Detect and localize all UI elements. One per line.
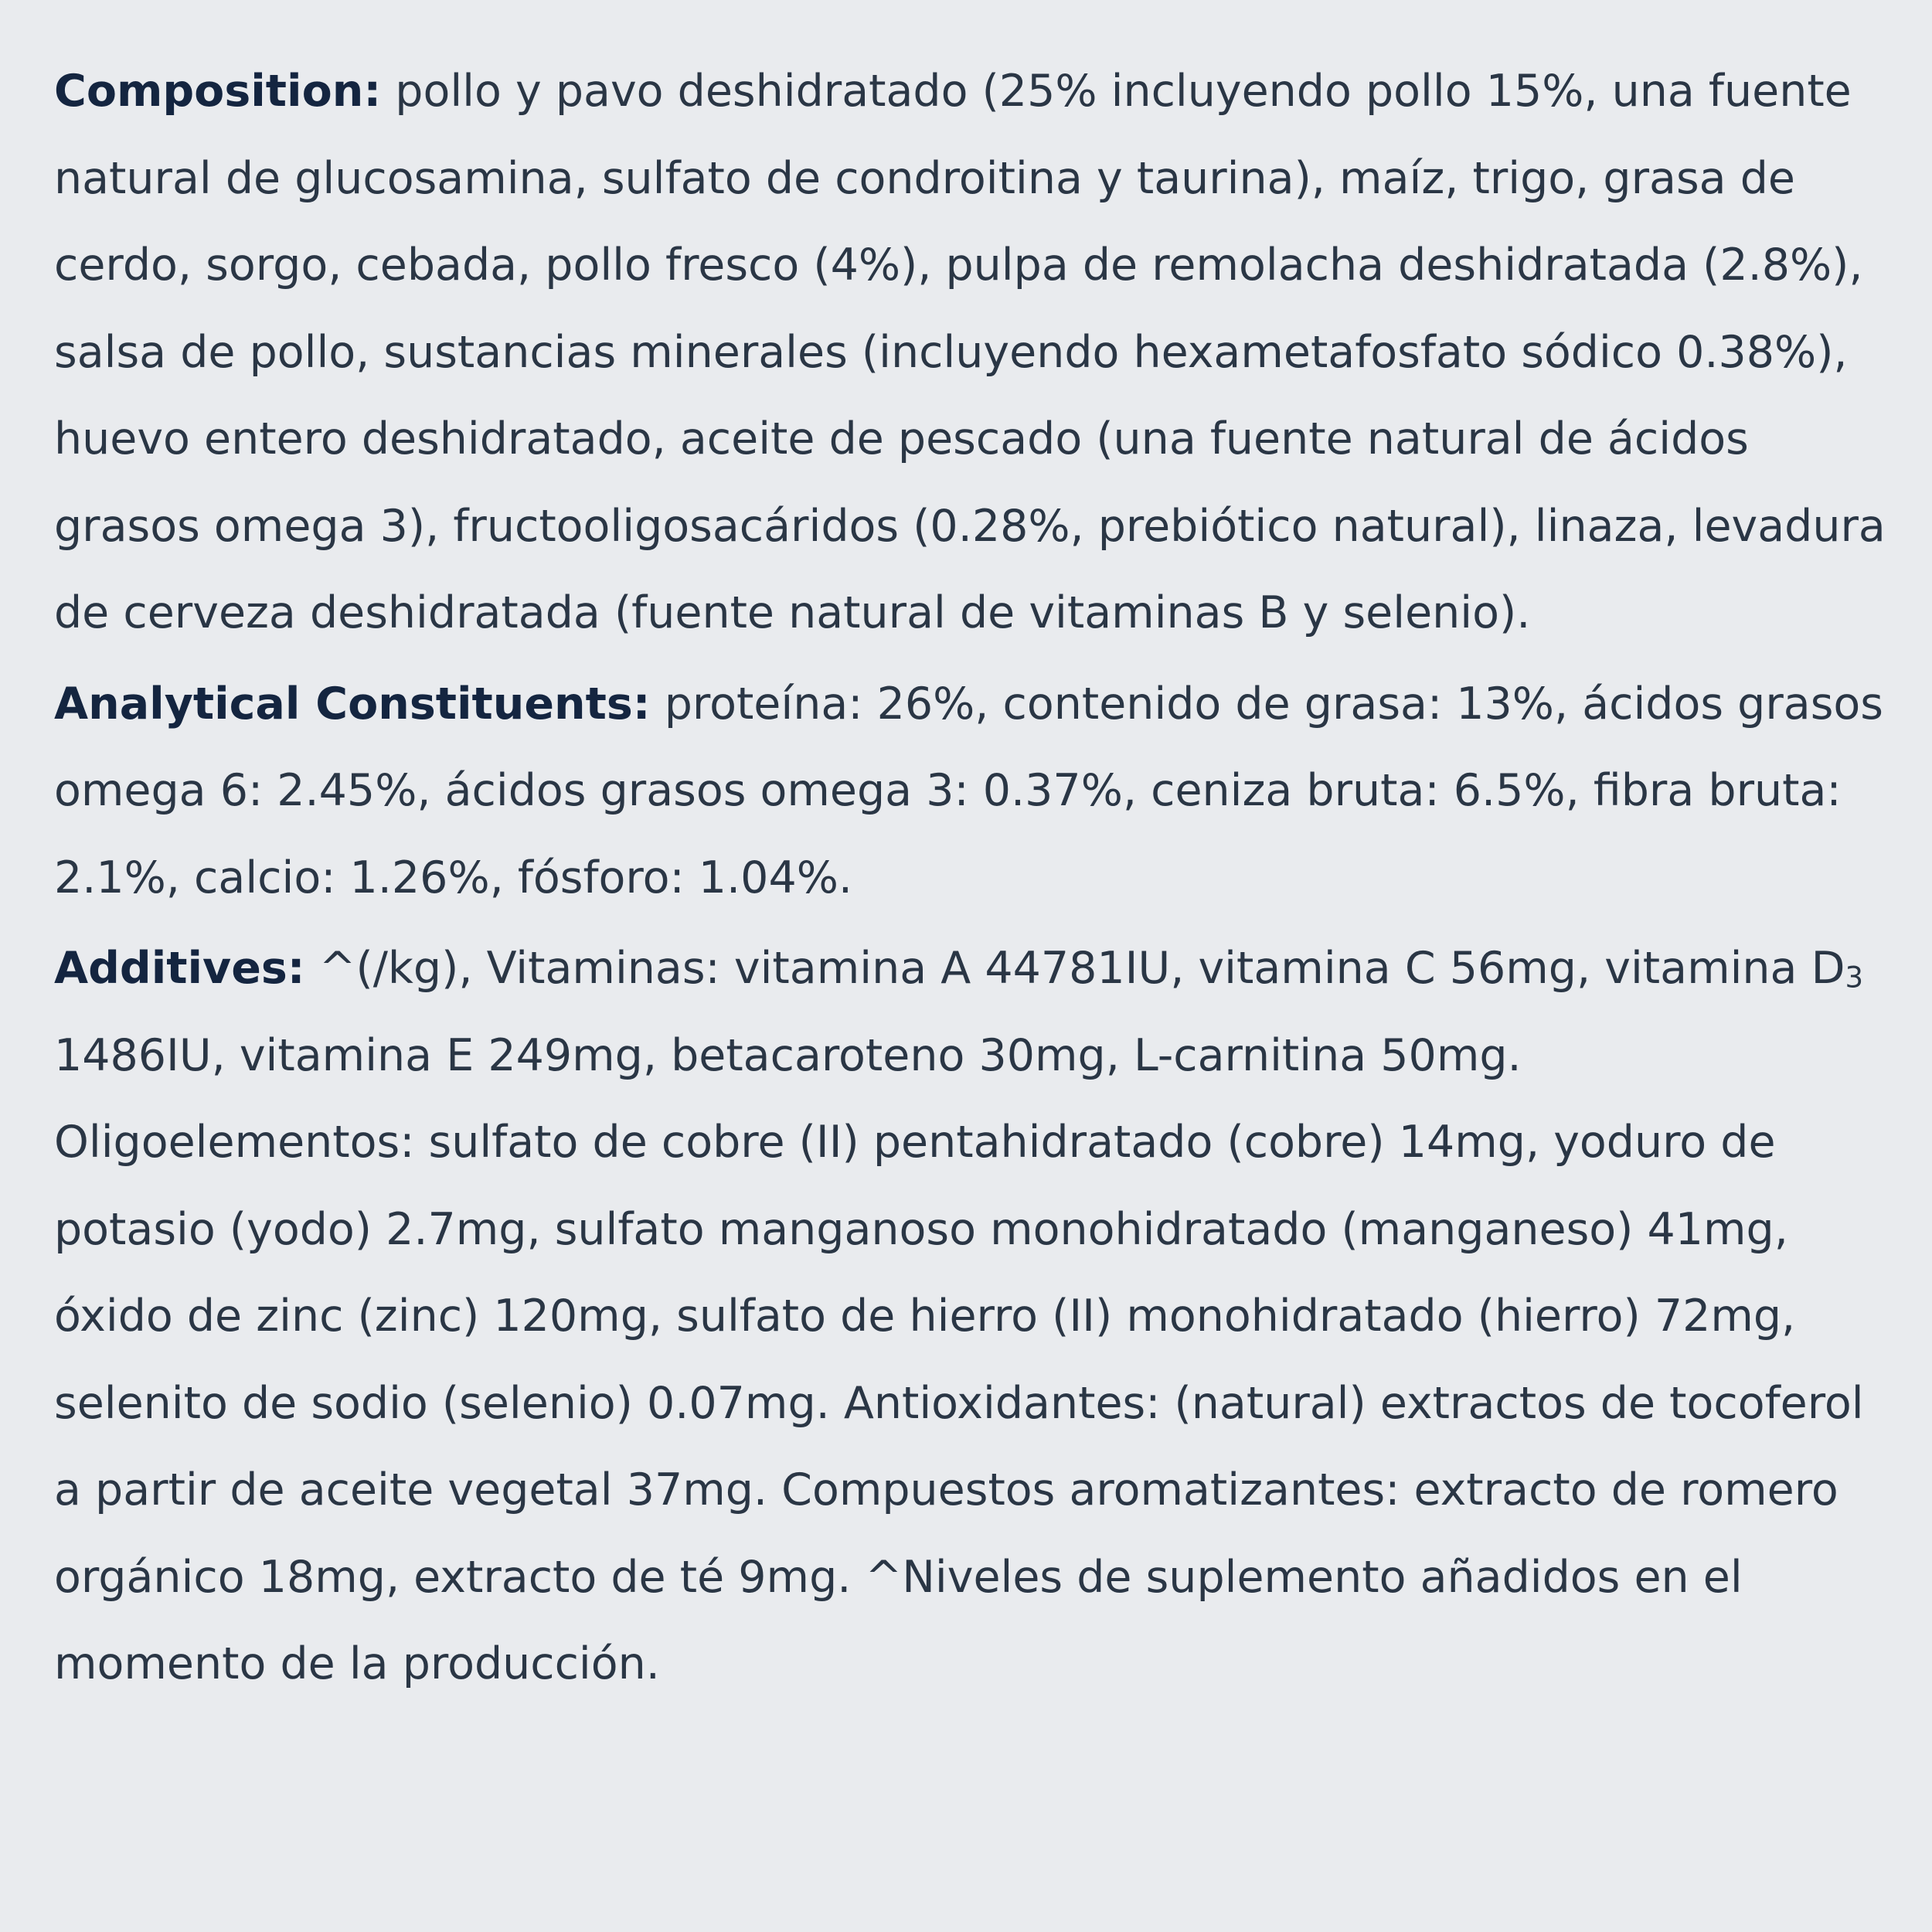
composition-label: Composition: xyxy=(54,66,382,117)
analytical-constituents-label: Analytical Constituents: xyxy=(54,678,651,730)
vitamin-d-subscript: 3 xyxy=(1845,961,1864,995)
additives-text-after: 1486IU, vitamina E 249mg, betacaroteno 30mg, L-carnitina 50mg. Oligoelementos: sulfato de cobre (II) pentahidratado (cobre) 14mg, yoduro de potasio (yodo) 2.7mg, sulfato manganoso monohidratado (manganeso) 41mg, óxido de zinc (zinc) 120mg, sulfato de hierro (II) monohidratado (hierro) 72mg, selenito de sodio (selenio) 0.07mg. Antioxidantes: (natural) extractos de tocoferol a partir de aceite vegetal 37mg. Compuestos aromatizantes: extracto de romero orgánico 18mg, extracto de té 9mg. ^Niveles de suplemento añadidos en el momento de la producción. xyxy=(54,1029,1864,1689)
analytical-constituents-section xyxy=(54,661,1886,922)
additives-text-before: ^(/kg), Vitaminas: vitamina A 44781IU, vitamina C 56mg, vitamina D xyxy=(304,943,1845,994)
composition-section xyxy=(54,48,1886,657)
additives-section xyxy=(54,925,1886,1708)
analytical-constituents-text: proteína: 26%, contenido de grasa: 13%, ácidos grasos omega 6: 2.45%, ácidos grasos omega 3: 0.37%, ceniza bruta: 6.5%, fibra bruta: 2.1%, calcio: 1.26%, fósforo: 1.04%. xyxy=(54,678,1883,903)
composition-text: pollo y pavo deshidratado (25% incluyendo pollo 15%, una fuente natural de glucosamina, sulfato de condroitina y taurina), maíz, trigo, grasa de cerdo, sorgo, cebada, pollo fresco (4%), pulpa de remolacha deshidratada (2.8%), salsa de pollo, sustancias minerales (incluyendo hexametafosfato sódico 0.38%), huevo entero deshidratado, aceite de pescado (una fuente natural de ácidos grasos omega 3), fructooligosacáridos (0.28%, prebiótico natural), linaza, levadura de cerveza deshidratada (fuente natural de vitaminas B y selenio). xyxy=(54,66,1886,638)
additives-label: Additives: xyxy=(54,943,305,994)
